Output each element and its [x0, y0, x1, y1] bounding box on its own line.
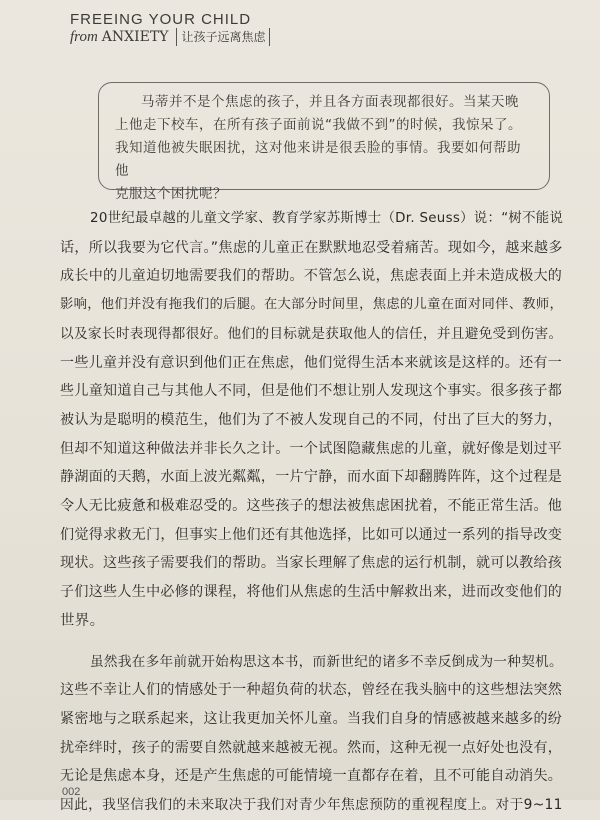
text-line: 影响，他们并没有拖我们的后腿。在大部分时间里，焦虑的儿童在面对同伴、教师， — [60, 297, 564, 313]
text-line: 令人无比疲惫和极难忍受的。这些孩子的想法被焦虑困扰着，不能正常生活。他 — [60, 498, 563, 515]
text-line: 成长中的儿童迫切地需要我们的帮助。不管怎么说，焦虑表面上并未造成极大的 — [60, 268, 563, 285]
text-line: 因此，我坚信我们的未来取决于我们对青少年焦虑预防的重视程度上。对于9~11 — [60, 797, 563, 814]
header-title-line2 — [70, 28, 370, 46]
page-number: 002 — [62, 786, 81, 798]
running-header — [70, 12, 370, 46]
callout-text — [115, 91, 533, 206]
text-line: 子们这些人生中必修的课程，将他们从焦虑的生活中解救出来，进而改变他们的 — [60, 584, 563, 601]
text-line: 以及家长时表现得都很好。他们的目标就是获取他人的信任，并且避免受到伤害。 — [60, 325, 563, 342]
text-line: 现状。这些孩子需要我们的帮助。当家长理解了焦虑的运行机制，就可以教给孩 — [60, 555, 563, 572]
body-text — [60, 205, 565, 820]
text-line: 些儿童知道自己与其他人不同，但是他们不想让别人发现这个事实。很多孩子都 — [60, 383, 563, 400]
callout-line: 上他走下校车，在所有孩子面前说“我做不到”的时候，我惊呆了。 — [115, 117, 522, 133]
text-line: 虽然我在多年前就开始构思这本书，而新世纪的诸多不幸反倒成为一种契机。 — [90, 653, 563, 670]
case-callout-box — [98, 82, 550, 202]
text-line: 一些儿童并没有意识到他们正在焦虑，他们觉得生活本来就该是这样的。还有一 — [60, 354, 563, 371]
header-title-en: FREEING YOUR CHILD — [70, 11, 252, 28]
text-line: 20世纪最卓越的儿童文学家、教育学家苏斯博士（Dr. Seuss）说：“树不能说 — [90, 211, 564, 226]
text-line: 静湖面的天鹅，水面上波光粼粼，一片宁静，而水面下却翻腾阵阵，这个过程是 — [60, 469, 563, 486]
callout-line: 我知道他被失眠困扰，这对他来讲是很丢脸的事情。我要如何帮助他 — [115, 140, 521, 179]
text-line: 世界。 — [60, 612, 105, 629]
text-line: 紧密地与之联系起来，这让我更加关怀儿童。当我们自身的情感被越来越多的纷 — [60, 710, 563, 727]
text-line: 扰牵绊时，孩子的需要自然就越来越被无视。然而，这种无视一点好处也没有， — [60, 739, 563, 756]
text-line: 无论是焦虑本身，还是产生焦虑的可能情境一直都存在着，且不可能自动消失。 — [60, 768, 563, 785]
paragraph-2 — [60, 648, 565, 820]
text-line: 话，所以我要为它代言。”焦虑的儿童正在默默地忍受着痛苦。现如今，越来越多 — [60, 239, 563, 256]
text-line: 被认为是聪明的模范生，他们为了不被人发现自己的不同，付出了巨大的努力， — [60, 411, 563, 428]
callout-line: 克服这个困扰呢？ — [115, 186, 227, 202]
header-title-cn: 让孩子远离焦虑 — [176, 28, 270, 46]
text-line: 们觉得求救无门，但事实上他们还有其他选择，比如可以通过一系列的指导改变 — [60, 526, 563, 543]
text-line: 但却不知道这种做法并非长久之计。一个试图隐藏焦虑的儿童，就好像是划过平 — [60, 440, 563, 457]
text-line: 这些不幸让人们的情感处于一种超负荷的状态，曾经在我头脑中的这些想法突然 — [60, 682, 563, 699]
callout-line: 马蒂并不是个焦虑的孩子，并且各方面表现都很好。当某天晚 — [141, 94, 519, 110]
header-anxiety: ANXIETY — [101, 29, 169, 45]
header-from: from — [70, 29, 98, 45]
paragraph-1 — [60, 205, 565, 636]
